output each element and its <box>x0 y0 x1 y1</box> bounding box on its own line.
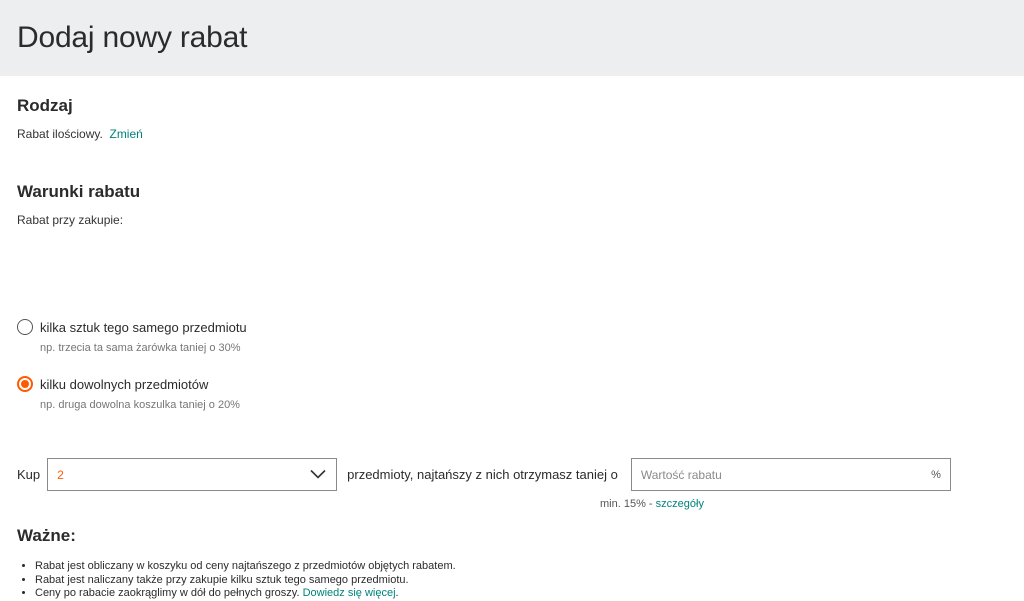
chevron-down-icon <box>310 466 326 484</box>
percent-unit: % <box>931 468 941 481</box>
discount-value-field <box>631 458 951 491</box>
radio-any-items-control[interactable] <box>17 376 33 392</box>
learn-more-link[interactable]: Dowiedz się więcej <box>302 587 396 599</box>
radio-same-item-hint: np. trzecia ta sama żarówka taniej o 30% <box>40 342 241 354</box>
learn-more-suffix: . <box>395 587 399 599</box>
important-heading: Ważne: <box>17 526 76 545</box>
conditions-heading: Warunki rabatu <box>17 182 141 201</box>
radio-same-item-label[interactable]: kilka sztuk tego samego przedmiotu <box>40 319 247 335</box>
important-notes <box>17 560 456 601</box>
change-type-link[interactable]: Zmień <box>109 127 143 141</box>
radio-any-items-hint: np. druga dowolna koszulka taniej o 20% <box>40 399 240 411</box>
buy-row <box>17 458 951 491</box>
radio-any-items[interactable] <box>17 376 208 392</box>
type-line <box>17 127 143 141</box>
radio-selected-dot <box>21 380 29 388</box>
details-link[interactable]: szczegóły <box>655 498 704 510</box>
quantity-select[interactable] <box>47 458 337 491</box>
list-item-text: Ceny po rabacie zaokrąglimy w dół do pełnych groszy. <box>35 587 303 599</box>
page-header <box>0 0 1024 76</box>
type-heading: Rodzaj <box>17 96 73 115</box>
list-item: • Rabat jest obliczany w koszyku od ceny najtańszego z przedmiotów objętych rabatem. <box>35 560 456 574</box>
type-value: Rabat ilościowy. <box>17 127 103 141</box>
radio-any-items-label[interactable]: kilku dowolnych przedmiotów <box>40 376 209 392</box>
radio-same-item-control[interactable] <box>17 319 33 335</box>
buy-middle-text: przedmioty, najtańszy z nich otrzymasz taniej o <box>347 467 618 482</box>
radio-same-item[interactable] <box>17 319 247 335</box>
buy-label: Kup <box>17 467 41 482</box>
min-discount-text: min. 15% - <box>600 498 656 510</box>
page-title: Dodaj nowy rabat <box>17 21 248 54</box>
list-item: • Rabat jest naliczany także przy zakupie kilku sztuk tego samego przedmiotu. <box>35 574 456 588</box>
min-discount-line <box>600 498 704 510</box>
quantity-select-value: 2 <box>57 467 64 482</box>
list-item <box>35 587 456 601</box>
conditions-label: Rabat przy zakupie: <box>17 213 124 227</box>
discount-value-input[interactable] <box>641 468 931 482</box>
